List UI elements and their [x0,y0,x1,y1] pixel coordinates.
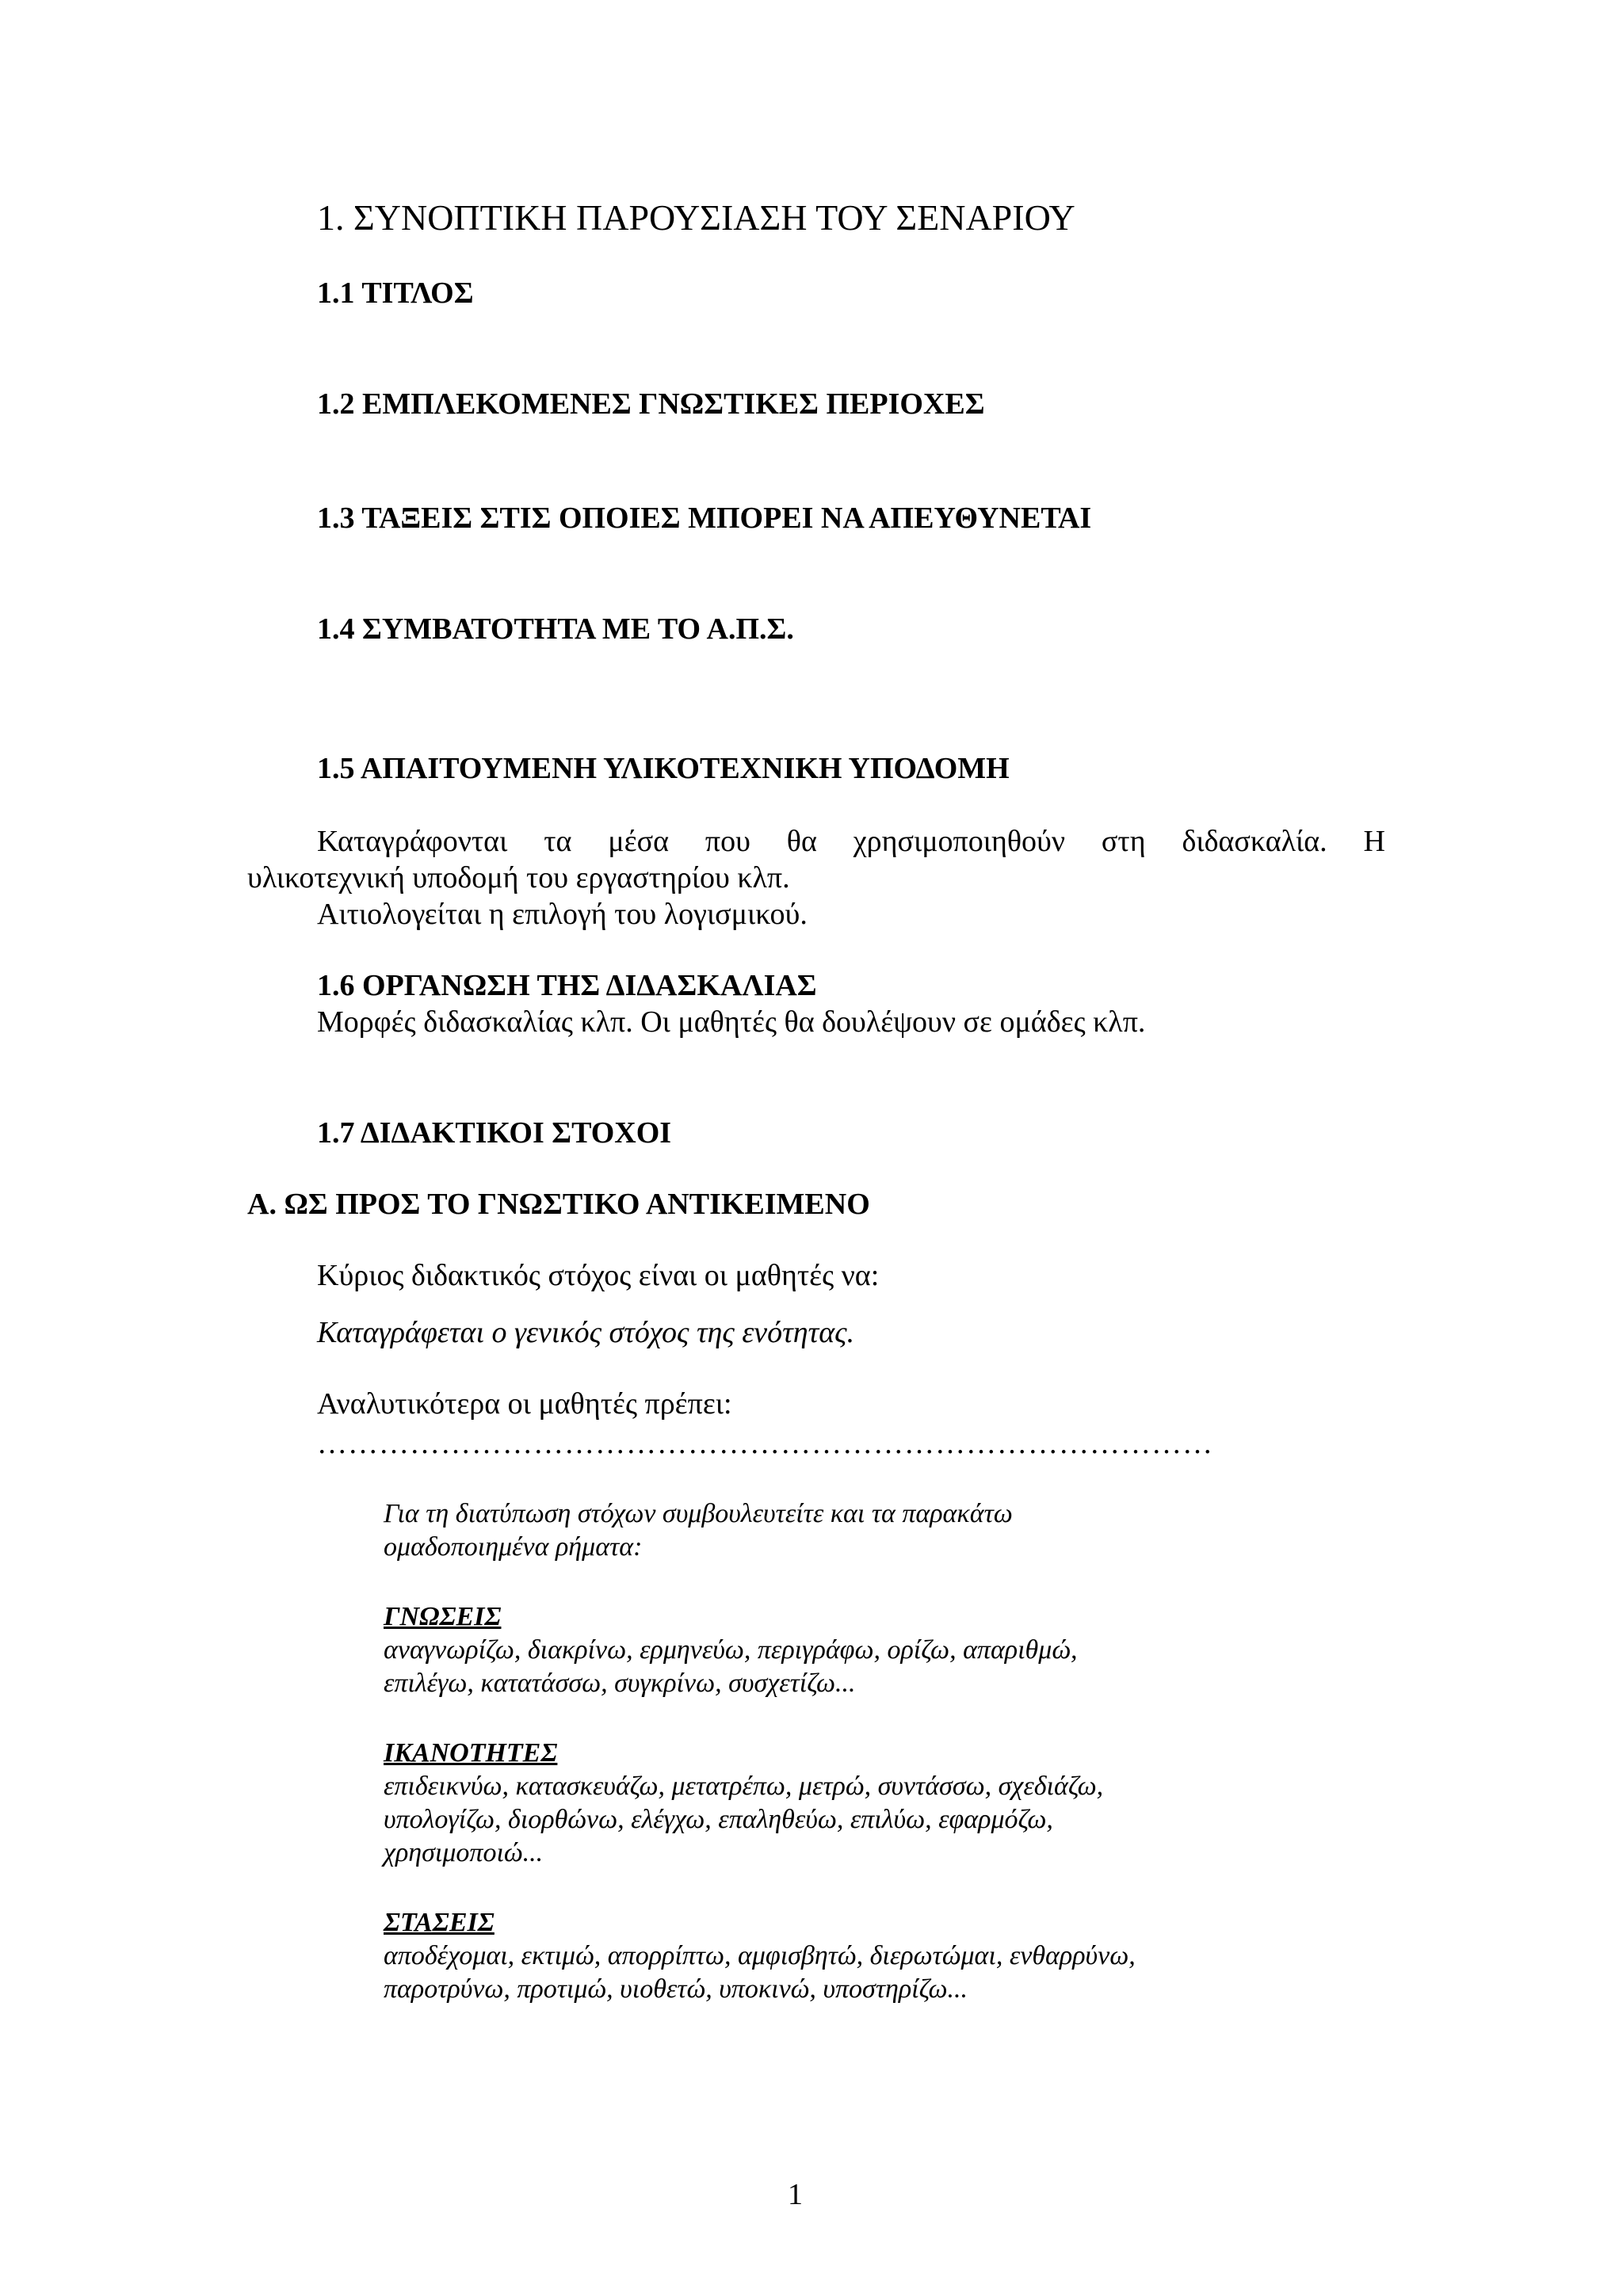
dotted-line: …………………………………………………………………………… [317,1427,1213,1460]
knowledge-line-1: αναγνωρίζω, διακρίνω, ερμηνεύω, περιγράφω, ορίζω, απαριθμώ, [384,1635,1078,1665]
attitudes-line-2: παροτρύνω, προτιμώ, υιοθετώ, υποκινώ, υποστηρίζω... [384,1974,968,2004]
section-heading-1-2: 1.2 ΕΜΠΛΕΚΟΜΕΝΕΣ ΓΝΩΣΤΙΚΕΣ ΠΕΡΙΟΧΕΣ [317,387,985,421]
section-1-6-text: Μορφές διδασκαλίας κλπ. Οι μαθητές θα δουλέψουν σε ομάδες κλπ. [317,1005,1146,1039]
skills-heading: ΙΚΑΝΟΤΗΤΕΣ [384,1738,558,1768]
section-heading-1-1: 1.1 ΤΙΤΛΟΣ [317,277,474,310]
skills-line-2: υπολογίζω, διορθώνω, ελέγχω, επαληθεύω, επιλύω, εφαρμόζω, [384,1805,1053,1834]
section-heading-1-3: 1.3 ΤΑΞΕΙΣ ΣΤΙΣ ΟΠΟΙΕΣ ΜΠΟΡΕΙ ΝΑ ΑΠΕΥΘΥΝΕΤΑΙ [317,502,1092,535]
note-intro-line-1: Για τη διατύπωση στόχων συμβουλευτείτε και τα παρακάτω [384,1499,1013,1528]
section-heading-1-7: 1.7 ΔΙΔΑΚΤΙΚΟΙ ΣΤΟΧΟΙ [317,1116,672,1150]
section-heading-1-4: 1.4 ΣΥΜΒΑΤΟΤΗΤΑ ΜΕ ΤΟ Α.Π.Σ. [317,612,794,646]
knowledge-line-2: επιλέγω, κατατάσσω, συγκρίνω, συσχετίζω... [384,1669,856,1698]
note-intro-line-2: ομαδοποιημένα ρήματα: [384,1532,643,1562]
skills-line-1: επιδεικνύω, κατασκευάζω, μετατρέπω, μετρώ, συντάσσω, σχεδιάζω, [384,1772,1104,1801]
knowledge-heading: ΓΝΩΣΕΙΣ [384,1602,502,1631]
section-1-5-text-line-3: Αιτιολογείται η επιλογή του λογισμικού. [317,898,808,931]
skills-line-3: χρησιμοποιώ... [384,1838,544,1867]
attitudes-heading: ΣΤΑΣΕΙΣ [384,1908,495,1937]
section-heading-1-6: 1.6 ΟΡΓΑΝΩΣΗ ΤΗΣ ΔΙΔΑΣΚΑΛΙΑΣ [317,969,817,1002]
detailed-goals-text: Αναλυτικότερα οι μαθητές πρέπει: [317,1387,732,1421]
section-heading-1-5: 1.5 ΑΠΑΙΤΟΥΜΕΝΗ ΥΛΙΚΟΤΕΧΝΙΚΗ ΥΠΟΔΟΜΗ [317,752,1010,785]
general-goal-text: Καταγράφεται ο γενικός στόχος της ενότητας. [317,1316,855,1349]
page-number: 1 [788,2178,803,2211]
section-1-5-text-line-2: υλικοτεχνική υποδομή του εργαστηρίου κλπ. [247,861,790,894]
main-goal-text: Κύριος διδακτικός στόχος είναι οι μαθητές να: [317,1259,880,1292]
section-heading-a: Α. ΩΣ ΠΡΟΣ ΤΟ ΓΝΩΣΤΙΚΟ ΑΝΤΙΚΕΙΜΕΝΟ [247,1188,870,1221]
section-1-5-text-line-1: Καταγράφονται τα μέσα που θα χρησιμοποιηθούν στη διδασκαλία. Η [317,825,1385,858]
main-heading: 1. ΣΥΝΟΠΤΙΚΗ ΠΑΡΟΥΣΙΑΣΗ ΤΟΥ ΣΕΝΑΡΙΟΥ [317,197,1075,238]
attitudes-line-1: αποδέχομαι, εκτιμώ, απορρίπτω, αμφισβητώ, διερωτώμαι, ενθαρρύνω, [384,1941,1136,1970]
